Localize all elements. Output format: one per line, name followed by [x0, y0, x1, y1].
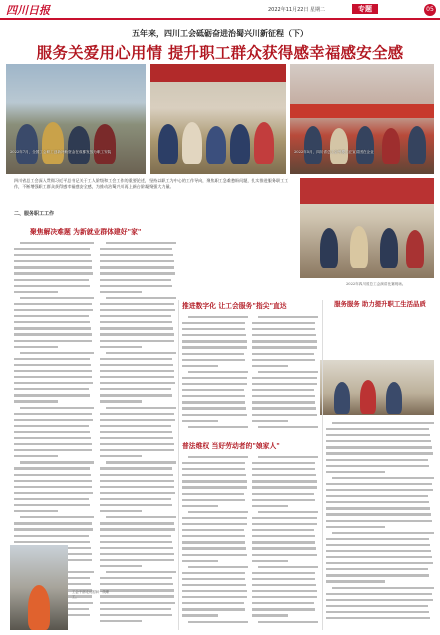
kicker: 五年来，四川工会砥砺奋进治蜀兴川新征程（下） — [132, 28, 308, 38]
photo-caption-contest: 2022年四川省总工会演讲比赛现场。 — [346, 282, 406, 286]
column-rule — [322, 300, 323, 630]
part-label: 二、服务职工工作 — [14, 211, 55, 217]
text-line — [100, 618, 176, 624]
column-rule — [178, 300, 179, 630]
section-heading-legal: 普法维权 当好劳动者的"娘家人" — [182, 442, 280, 450]
page-header — [0, 0, 440, 20]
photo-workers-meeting — [6, 64, 146, 174]
section-heading-digital: 推进数字化 让工会服务"指尖"直达 — [182, 302, 287, 310]
newspaper-logo: 四川日报 — [6, 4, 50, 17]
lead-paragraph: 四川省总工会深入贯彻习近平总书记关于工人阶级和工会工作的重要论述，坚持以职工为中心的工作导向，聚焦职工急难愁盼问题，扎实推进服务职工工作，不断增强职工群众获得感幸福感安全感，为推动治蜀兴川再上新台阶凝聚强大力量。 — [14, 178, 289, 190]
text-line — [326, 615, 434, 621]
photo-caption-left: 2022年7月，全国工会职工创新补助资金在成都发放为职工安装 — [10, 150, 112, 154]
body-column-6 — [252, 454, 318, 626]
issue-date: 2022年11月22日 星期二 — [268, 7, 326, 13]
body-column-7 — [326, 420, 434, 626]
photo-event-crowd — [150, 64, 286, 174]
section-heading-new-employment: 聚焦解决难题 为新就业群体建好"家" — [30, 228, 142, 236]
text-line — [182, 619, 248, 625]
photo-services — [320, 360, 434, 415]
photo-worker-visit — [10, 545, 68, 630]
photo-lecture-hall — [290, 64, 434, 174]
section-tag: 专题 — [352, 4, 378, 14]
body-column-4 — [252, 314, 318, 434]
text-line — [252, 619, 318, 625]
page-number-badge: 05 — [424, 4, 436, 16]
headline: 服务关爱用心用情 提升职工群众获得感幸福感安全感 — [36, 43, 404, 62]
body-column-3 — [182, 314, 248, 434]
photo-caption-right: 2022年5月，四川省总工会劳模工匠宣讲团在企业 — [294, 150, 374, 154]
body-column-5 — [182, 454, 248, 626]
photo-caption-visit: 工会干部走访慰问一线职工。 — [72, 590, 110, 599]
section-heading-services: 服务服务 助力提升职工生活品质 — [334, 300, 426, 308]
text-line — [252, 424, 318, 430]
body-column-2 — [100, 240, 176, 625]
text-line — [182, 424, 248, 430]
photo-speech-contest — [300, 178, 434, 278]
